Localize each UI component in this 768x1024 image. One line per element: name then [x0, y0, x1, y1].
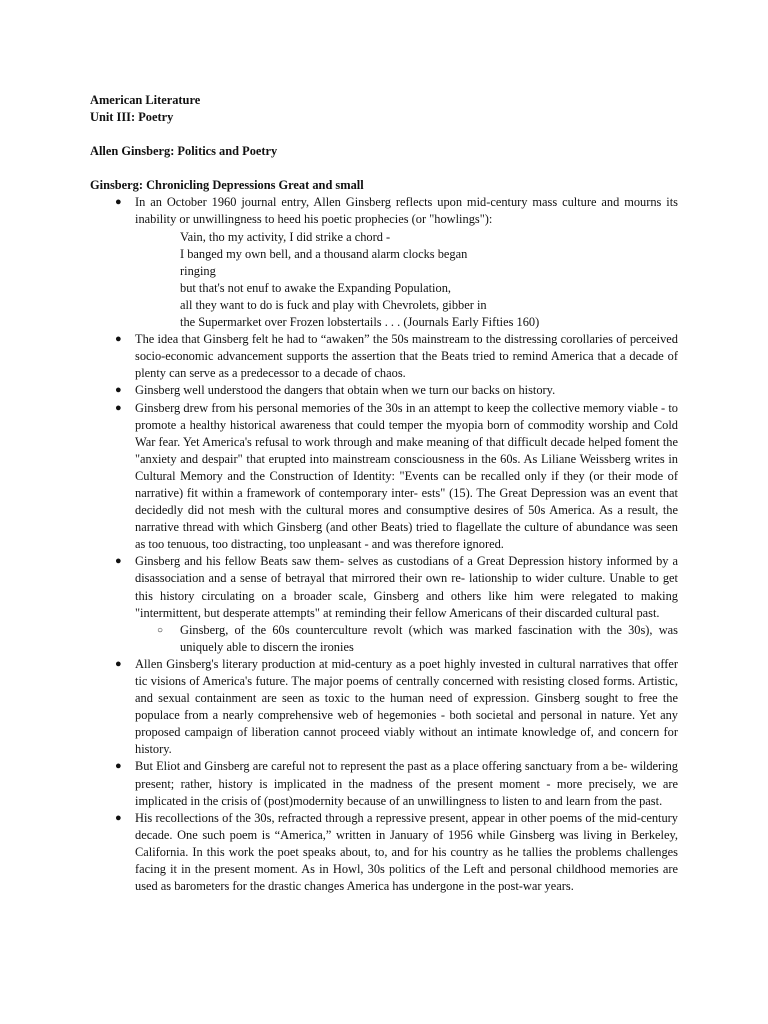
- block-quote: [180, 229, 678, 332]
- bullet-item: [90, 400, 678, 554]
- quote-line: Vain, tho my activity, I did strike a chord -: [180, 229, 391, 244]
- bullet-text: In an October 1960 journal entry, Allen Ginsberg reflects upon mid-century mass culture and mourns its inability or unwillingness to heed his poetic prophecies (or "howlings"):: [135, 195, 678, 227]
- spacer: [90, 126, 678, 143]
- bullet-icon: ●: [115, 811, 122, 824]
- bullet-list: [90, 194, 678, 895]
- bullet-icon: ●: [115, 196, 122, 209]
- course-title: American Literature: [90, 93, 201, 107]
- bullet-item: [90, 194, 678, 331]
- bullet-item: [90, 758, 678, 809]
- bullet-text: His recollections of the 30s, refracted through a repressive present, appear in other poems of the mid-century decade. One such poem is “America,” written in January of 1956 while Ginsberg was living in Berkeley, California. In this work the poet speaks about, to, and for his country as he tallies the problems challenges facing it in the present moment. As in Howl, 30s politics of the Left and personal childhood memories are used as barometers for the drastic changes America has undergone in the post-war years.: [135, 810, 678, 894]
- bullet-item: [90, 382, 678, 399]
- bullet-text: Ginsberg well understood the dangers that obtain when we turn our backs on history.: [135, 383, 556, 398]
- quote-line: the Supermarket over Frozen lobstertails . . . (Journals Early Fifties 160): [180, 315, 540, 330]
- sub-bullet-text: Ginsberg, of the 60s counterculture revolt (which was marked fascination with the 30s), was uniquely able to discern the ironies: [180, 622, 678, 654]
- quote-line: I banged my own bell, and a thousand alarm clocks began: [180, 246, 468, 261]
- bullet-text: Ginsberg drew from his personal memories of the 30s in an attempt to keep the collective memory viable - to promote a healthy historical awareness that could temper the myopia born of commodity worship and Cold War fear. Yet America's refusal to work through and make meaning of that difficult decade helped foment the "anxiety and despair" that erupted into mainstream consciousness in the 60s. As Liliane Weissberg writes in Cultural Memory and the Construction of Identity: "Events can be recalled only if they (or their mode of narrative) fit within a framework of contemporary inter- ests" (15). The Great Depression was an event that decidedly did not mesh with the cultural mores and consumptive desires of 50s America. As a result, the narrative thread with which Ginsberg (and other Beats) tried to flagellate the culture of abundance was seen as too tenuous, too distracting, too unpleasant - and was therefore ignored.: [135, 400, 678, 552]
- topic-title: Allen Ginsberg: Politics and Poetry: [90, 144, 278, 159]
- sub-bullet-list: [135, 622, 678, 656]
- bullet-item: [90, 553, 678, 656]
- bullet-text: The idea that Ginsberg felt he had to “awaken” the 50s mainstream to the distressing corollaries of perceived socio-economic advancement supports the assertion that the Beats tried to remind America that a decade of plenty can serve as a predecessor to a decade of chaos.: [135, 332, 678, 381]
- bullet-icon: ●: [115, 760, 122, 773]
- circle-bullet-icon: ○: [157, 624, 164, 636]
- section-heading: Ginsberg: Chronicling Depressions Great and small: [90, 178, 364, 193]
- quote-line: ringing: [180, 263, 216, 278]
- quote-line: all they want to do is fuck and play with Chevrolets, gibber in: [180, 297, 487, 312]
- sub-bullet-item: [135, 622, 678, 656]
- quote-line: but that's not enuf to awake the Expanding Population,: [180, 280, 451, 295]
- unit-title: Unit III: Poetry: [90, 110, 174, 125]
- bullet-icon: ●: [115, 333, 122, 346]
- bullet-icon: ●: [115, 657, 122, 670]
- spacer: [90, 160, 678, 177]
- bullet-icon: ●: [115, 384, 122, 397]
- bullet-text: Ginsberg and his fellow Beats saw them- selves as custodians of a Great Depression history informed by a disassociation and a sense of betrayal that mirrored their own re- lationship to wider culture. Unable to get this history circulating on a broader scale, Ginsberg and others like him were relegated to making "intermittent, but desperate attempts" at reminding their fellow Americans of their discarded cultural past.: [135, 554, 678, 620]
- bullet-text: Allen Ginsberg's literary production at mid-century as a poet highly invested in cultural narratives that offer tic visions of America's future. The major poems of centrally concerned with resisting closed forms. Artistic, and sexual containment are seen as toxic to the human need of expression. Ginsberg sought to free the populace from a nearly comprehensive web of hegemonies - both societal and personal in nature. Yet any proposed campaign of liberation cannot proceed viably without an intimate knowledge of, and concern for history.: [135, 656, 678, 757]
- bullet-item: [90, 331, 678, 382]
- bullet-icon: ●: [115, 555, 122, 568]
- bullet-item: [90, 810, 678, 895]
- bullet-icon: ●: [115, 401, 122, 414]
- bullet-item: [90, 656, 678, 759]
- document-page: [90, 92, 678, 895]
- bullet-text: But Eliot and Ginsberg are careful not to represent the past as a place offering sanctuary from a be- wildering present; rather, history is implicated in the madness of the present moment - more precisely, we are implicated in the crisis of (post)modernity because of an unwillingness to listen to and learn from the past.: [135, 759, 678, 808]
